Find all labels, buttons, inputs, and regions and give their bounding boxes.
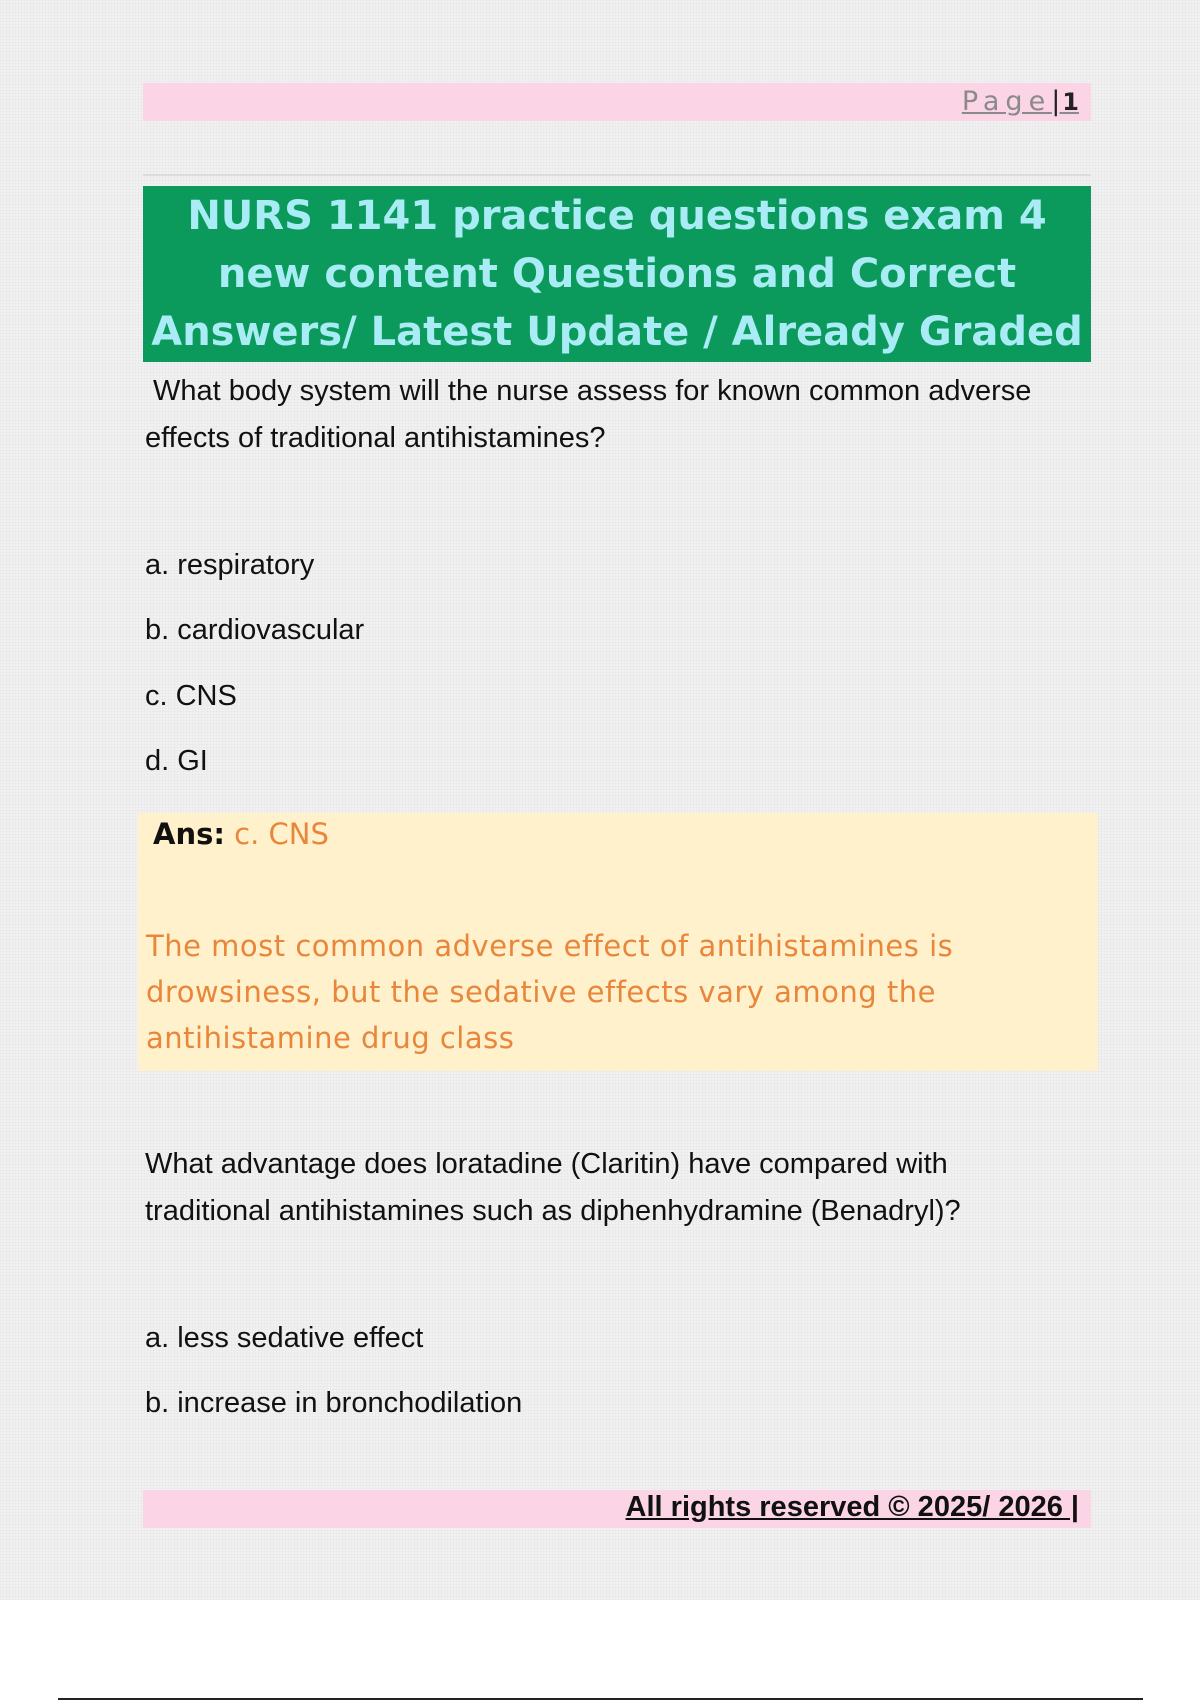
answer-line bbox=[153, 817, 329, 851]
question-2-option-b: b. increase in bronchodilation bbox=[145, 1387, 523, 1419]
header-divider bbox=[143, 174, 1091, 176]
page-header bbox=[143, 83, 1091, 121]
question-1-option-a: a. respiratory bbox=[145, 549, 315, 581]
question-1-text: What body system will the nurse assess for known common adverse effects of traditional antihistamines? bbox=[145, 375, 1032, 454]
answer-label: Ans: bbox=[153, 817, 225, 851]
question-1-option-b: b. cardiovascular bbox=[145, 614, 365, 646]
question-1-option-d: d. GI bbox=[145, 745, 208, 777]
question-2-text: What advantage does loratadine (Claritin) have compared with traditional antihistamines such as diphenhydramine (Benadryl)? bbox=[145, 1148, 961, 1227]
question-1-option-c: c. CNS bbox=[145, 680, 237, 712]
answer-value: c. CNS bbox=[234, 817, 329, 851]
page-number: 1 bbox=[1062, 88, 1079, 116]
answer-explanation: The most common adverse effect of antihistamines is drowsiness, but the sedative effects vary among the antihistamine drug class bbox=[146, 929, 954, 1055]
page-indicator bbox=[962, 86, 1079, 117]
copyright-notice: All rights reserved © 2025/ 2026 | bbox=[625, 1491, 1079, 1523]
page-word: Page bbox=[961, 86, 1052, 117]
answer-box bbox=[138, 813, 1098, 1071]
page-footer bbox=[143, 1490, 1091, 1528]
page-separator: | bbox=[1051, 86, 1063, 117]
question-2-option-a: a. less sedative effect bbox=[145, 1322, 424, 1354]
document-title: NURS 1141 practice questions exam 4 new content Questions and Correct Answers/ Latest Update / Already Graded bbox=[151, 193, 1083, 355]
title-banner bbox=[143, 186, 1091, 362]
